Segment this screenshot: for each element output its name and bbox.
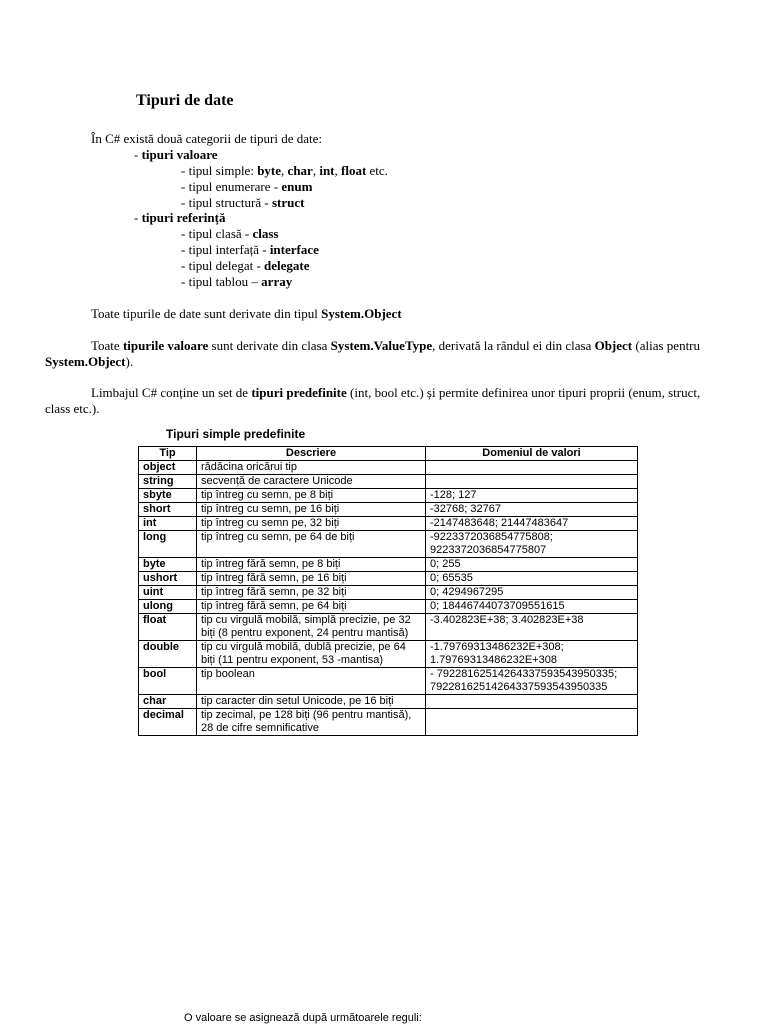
- cell-desc: tip întreg fără semn, pe 64 biți: [197, 600, 426, 614]
- cell-tip: long: [139, 531, 197, 558]
- cell-desc: tip zecimal, pe 128 biți (96 pentru mantisă), 28 de cifre semnificative: [197, 709, 426, 736]
- cell-tip: ulong: [139, 600, 197, 614]
- cell-range: [426, 461, 638, 475]
- header-tip: Tip: [139, 447, 197, 461]
- cell-range: - 79228162514264337593543950335; 79228162514264337593543950335: [426, 668, 638, 695]
- table-row: [139, 461, 638, 475]
- cell-tip: char: [139, 695, 197, 709]
- table-caption: Tipuri simple predefinite: [166, 427, 306, 441]
- table-row: [139, 503, 638, 517]
- table-row: [139, 600, 638, 614]
- page-title: Tipuri de date: [136, 92, 234, 109]
- paragraph-predefinite: Limbajul C# conține un set de tipuri predefinite (int, bool etc.) și permite definirea unor tipuri proprii (enum, struct, class etc.).: [45, 385, 701, 416]
- cell-desc: tip caracter din setul Unicode, pe 16 biți: [197, 695, 426, 709]
- cell-desc: tip întreg fără semn, pe 32 biți: [197, 586, 426, 600]
- table-row: [139, 517, 638, 531]
- cell-desc: tip boolean: [197, 668, 426, 695]
- cell-range: -1.79769313486232E+308; 1.79769313486232E+308: [426, 641, 638, 668]
- table-row: [139, 489, 638, 503]
- list-label: tipuri valoare: [141, 147, 218, 162]
- footer-text: O valoare se asignează după următoarele reguli:: [184, 1012, 422, 1024]
- cell-tip: string: [139, 475, 197, 489]
- cell-range: [426, 475, 638, 489]
- list-item: - tipul interfață - interface: [181, 242, 319, 257]
- cell-range: -2147483648; 21447483647: [426, 517, 638, 531]
- cell-range: 0; 4294967295: [426, 586, 638, 600]
- cell-desc: tip întreg fără semn, pe 8 biți: [197, 558, 426, 572]
- table-row: [139, 572, 638, 586]
- cell-tip: uint: [139, 586, 197, 600]
- cell-range: 0; 18446744073709551615: [426, 600, 638, 614]
- cell-range: -3.402823E+38; 3.402823E+38: [426, 614, 638, 641]
- list-label: tipuri referință: [141, 210, 226, 225]
- cell-tip: float: [139, 614, 197, 641]
- header-descriere: Descriere: [197, 447, 426, 461]
- list-item: - tipul tablou – array: [181, 274, 293, 289]
- list-item: - tipul clasă - class: [181, 226, 279, 241]
- cell-tip: decimal: [139, 709, 197, 736]
- cell-range: [426, 709, 638, 736]
- cell-tip: object: [139, 461, 197, 475]
- cell-desc: secvență de caractere Unicode: [197, 475, 426, 489]
- list-dash: -: [134, 147, 142, 162]
- list-item: - tipul simple: byte, char, int, float etc.: [181, 163, 388, 178]
- cell-tip: short: [139, 503, 197, 517]
- cell-range: -32768; 32767: [426, 503, 638, 517]
- list-category-valoare: [134, 147, 218, 163]
- paragraph-valuetype: Toate tipurile valoare sunt derivate din clasa System.ValueType, derivată la rândul ei din clasa Object (alias pentru System.Object).: [45, 338, 701, 369]
- table-row: [139, 709, 638, 736]
- cell-desc: tip întreg cu semn, pe 64 de biți: [197, 531, 426, 558]
- cell-desc: tip întreg cu semn, pe 8 biți: [197, 489, 426, 503]
- cell-range: -128; 127: [426, 489, 638, 503]
- cell-desc: tip întreg fără semn, pe 16 biți: [197, 572, 426, 586]
- cell-tip: sbyte: [139, 489, 197, 503]
- table-header-row: [139, 447, 638, 461]
- list-item: - tipul structură - struct: [181, 195, 305, 210]
- cell-tip: int: [139, 517, 197, 531]
- cell-tip: double: [139, 641, 197, 668]
- table-row: [139, 641, 638, 668]
- intro-text: În C# există două categorii de tipuri de date:: [91, 131, 323, 146]
- table-row: [139, 695, 638, 709]
- table-row: [139, 668, 638, 695]
- cell-tip: ushort: [139, 572, 197, 586]
- cell-range: [426, 695, 638, 709]
- list-dash: -: [134, 210, 142, 225]
- cell-tip: byte: [139, 558, 197, 572]
- cell-range: 0; 255: [426, 558, 638, 572]
- cell-desc: rădăcina oricărui tip: [197, 461, 426, 475]
- table-row: [139, 586, 638, 600]
- list-item: - tipul enumerare - enum: [181, 179, 313, 194]
- table-row: [139, 475, 638, 489]
- cell-range: 0; 65535: [426, 572, 638, 586]
- header-domeniu: Domeniul de valori: [426, 447, 638, 461]
- list-item: - tipul delegat - delegate: [181, 258, 310, 273]
- table-row: [139, 614, 638, 641]
- table-row: [139, 558, 638, 572]
- list-category-referinta: [134, 210, 225, 226]
- cell-desc: tip cu virgulă mobilă, dublă precizie, pe 64 biți (11 pentru exponent, 53 -mantisa): [197, 641, 426, 668]
- table-row: [139, 531, 638, 558]
- cell-tip: bool: [139, 668, 197, 695]
- paragraph-system-object: Toate tipurile de date sunt derivate din tipul System.Object: [91, 306, 402, 321]
- cell-desc: tip întreg cu semn, pe 16 biți: [197, 503, 426, 517]
- cell-desc: tip cu virgulă mobilă, simplă precizie, pe 32 biți (8 pentru exponent, 24 pentru mantisă): [197, 614, 426, 641]
- cell-desc: tip întreg cu semn pe, 32 biți: [197, 517, 426, 531]
- types-table: [138, 446, 638, 736]
- cell-range: -9223372036854775808; 9223372036854775807: [426, 531, 638, 558]
